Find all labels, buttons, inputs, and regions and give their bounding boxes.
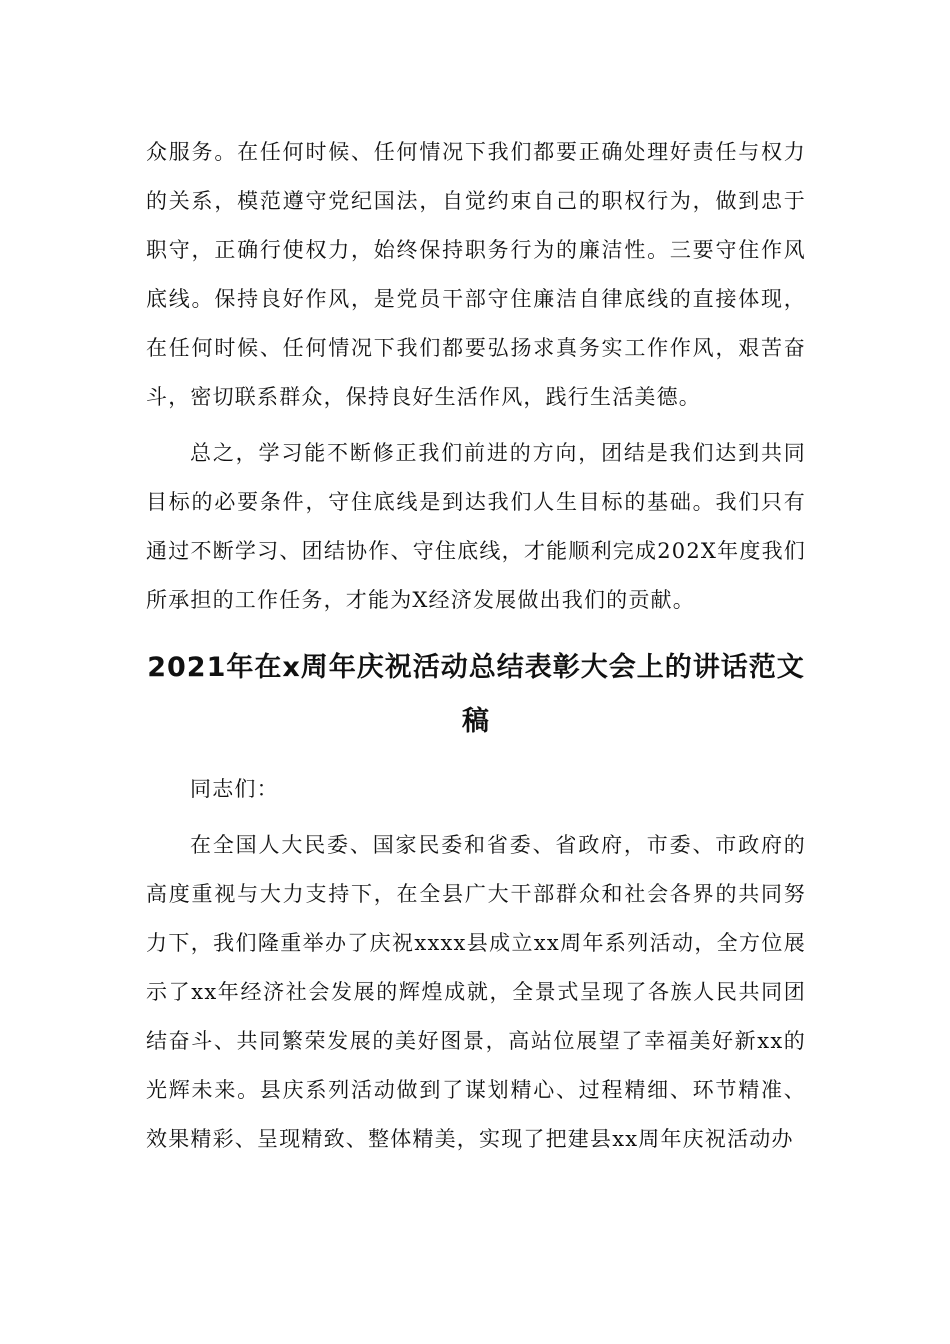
body-paragraph-summary: 总之，学习能不断修正我们前进的方向，团结是我们达到共同目标的必要条件，守住底线是到达我们人生目标的基础。我们只有通过不断学习、团结协作、守住底线，才能顺利完成202X年度我们所承担的工作任务，才能为X经济发展做出我们的贡献。 (146, 441, 806, 612)
body-paragraph-opening: 在全国人大民委、国家民委和省委、省政府，市委、市政府的高度重视与大力支持下，在全县广大干部群众和社会各界的共同努力下，我们隆重举办了庆祝xxxx县成立xx周年系列活动，全方位展示了xx年经济社会发展的辉煌成就，全景式呈现了各族人民共同团结奋斗、共同繁荣发展的美好图景，高站位展望了幸福美好新xx的光辉未来。县庆系列活动做到了谋划精心、过程精细、环节精准、效果精彩、呈现精致、整体精美，实现了把建县xx周年庆祝活动办 (146, 833, 806, 1151)
document-body (146, 128, 806, 1164)
document-title: 2021年在x周年庆祝活动总结表彰大会上的讲话范文稿 (147, 652, 805, 737)
salutation: 同志们： (190, 777, 279, 801)
body-paragraph-continued: 众服务。在任何时候、任何情况下我们都要正确处理好责任与权力的关系，模范遵守党纪国法，自觉约束自己的职权行为，做到忠于职守，正确行使权力，始终保持职务行为的廉洁性。三要守住作风底线。保持良好作风，是党员干部守住廉洁自律底线的直接体现，在任何时候、任何情况下我们都要弘扬求真务实工作作风，艰苦奋斗，密切联系群众，保持良好生活作风，践行生活美德。 (146, 140, 806, 409)
